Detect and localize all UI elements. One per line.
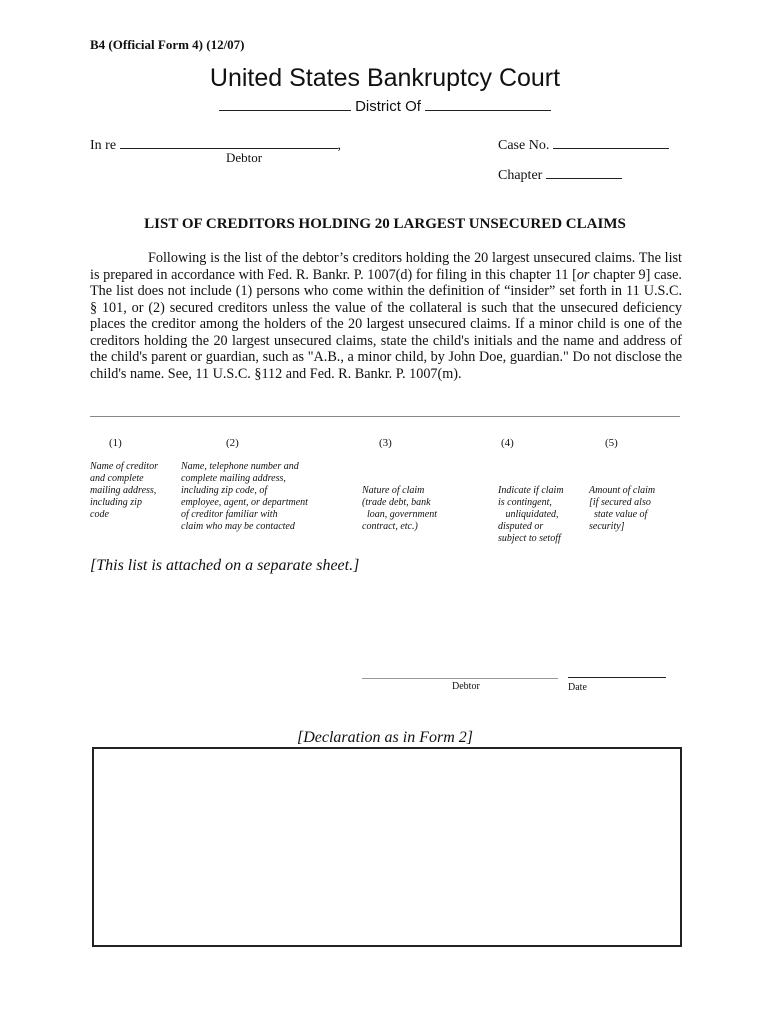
court-title: United States Bankruptcy Court — [209, 64, 561, 92]
instructions-paragraph — [90, 250, 682, 382]
in-re-comma: , — [337, 138, 342, 153]
chapter-label: Chapter — [498, 168, 543, 183]
list-heading: LIST OF CREDITORS HOLDING 20 LARGEST UNSECURED CLAIMS — [144, 216, 626, 232]
district-blank-right[interactable] — [425, 96, 551, 111]
case-no-field — [498, 134, 669, 154]
form-id: B4 (Official Form 4) (12/07) — [90, 37, 245, 52]
column-5-description: Amount of claim [if secured also state value of security] — [589, 485, 656, 532]
case-no-label: Case No. — [498, 138, 550, 153]
case-no-blank[interactable] — [553, 134, 669, 149]
date-line[interactable] — [568, 677, 666, 678]
column-3-number: (3) — [379, 437, 392, 449]
column-2-description: Name, telephone number and complete mailing address, including zip code, of employee, agent, or department of creditor familiar with claim who may be contacted — [181, 461, 308, 532]
debtor-name-blank[interactable] — [120, 134, 338, 149]
district-blank-left[interactable] — [219, 96, 351, 111]
instructions-or: or — [576, 266, 590, 283]
district-label: District Of — [355, 98, 421, 115]
attached-sheet-note: [This list is attached on a separate sheet.] — [90, 557, 360, 574]
debtor-caption: Debtor — [226, 150, 263, 165]
column-5-number: (5) — [605, 437, 618, 449]
in-re-label: In re — [90, 138, 117, 153]
declaration-box[interactable] — [92, 747, 682, 947]
date-label: Date — [568, 682, 587, 693]
column-3-description: Nature of claim (trade debt, bank loan, government contract, etc.) — [362, 485, 437, 532]
column-2-number: (2) — [226, 437, 239, 449]
chapter-blank[interactable] — [546, 164, 622, 179]
column-1-description: Name of creditor and complete mailing address, including zip code — [90, 461, 158, 520]
column-4-number: (4) — [501, 437, 514, 449]
in-re-field — [90, 134, 341, 154]
declaration-note: [Declaration as in Form 2] — [297, 729, 473, 746]
section-divider — [90, 416, 680, 417]
column-1-number: (1) — [109, 437, 122, 449]
chapter-field — [498, 164, 622, 184]
column-4-description: Indicate if claim is contingent, unliquidated, disputed or subject to setoff — [498, 485, 564, 544]
instructions-text-a: Following is the list of the debtor’s creditors holding the 20 largest unsecured claims. The list is prepared in accordance with Fed. R. Bankr. P. 1007(d) for filing in this chapter 11 [ — [90, 250, 682, 283]
district-line — [0, 96, 770, 115]
debtor-signature-line[interactable] — [362, 678, 558, 679]
debtor-signature-label: Debtor — [452, 681, 480, 692]
instructions-text-b: chapter 9] case. The list does not include (1) persons who come within the definition of “insider” set forth in 11 U.S.C. § 101, or (2) secured creditors unless the value of the collateral is such that the unsecured deficiency places the creditor among the holders of the 20 largest unsecured claims. If a minor child is one of the creditors holding the 20 largest unsecured claims, state the child's initials and the name and address of the child's parent or guardian, such as "A.B., a minor child, by John Doe, guardian." Do not disclose the child's name. See, 11 U.S.C. §112 and Fed. R. Bankr. P. 1007(m). — [90, 266, 682, 382]
